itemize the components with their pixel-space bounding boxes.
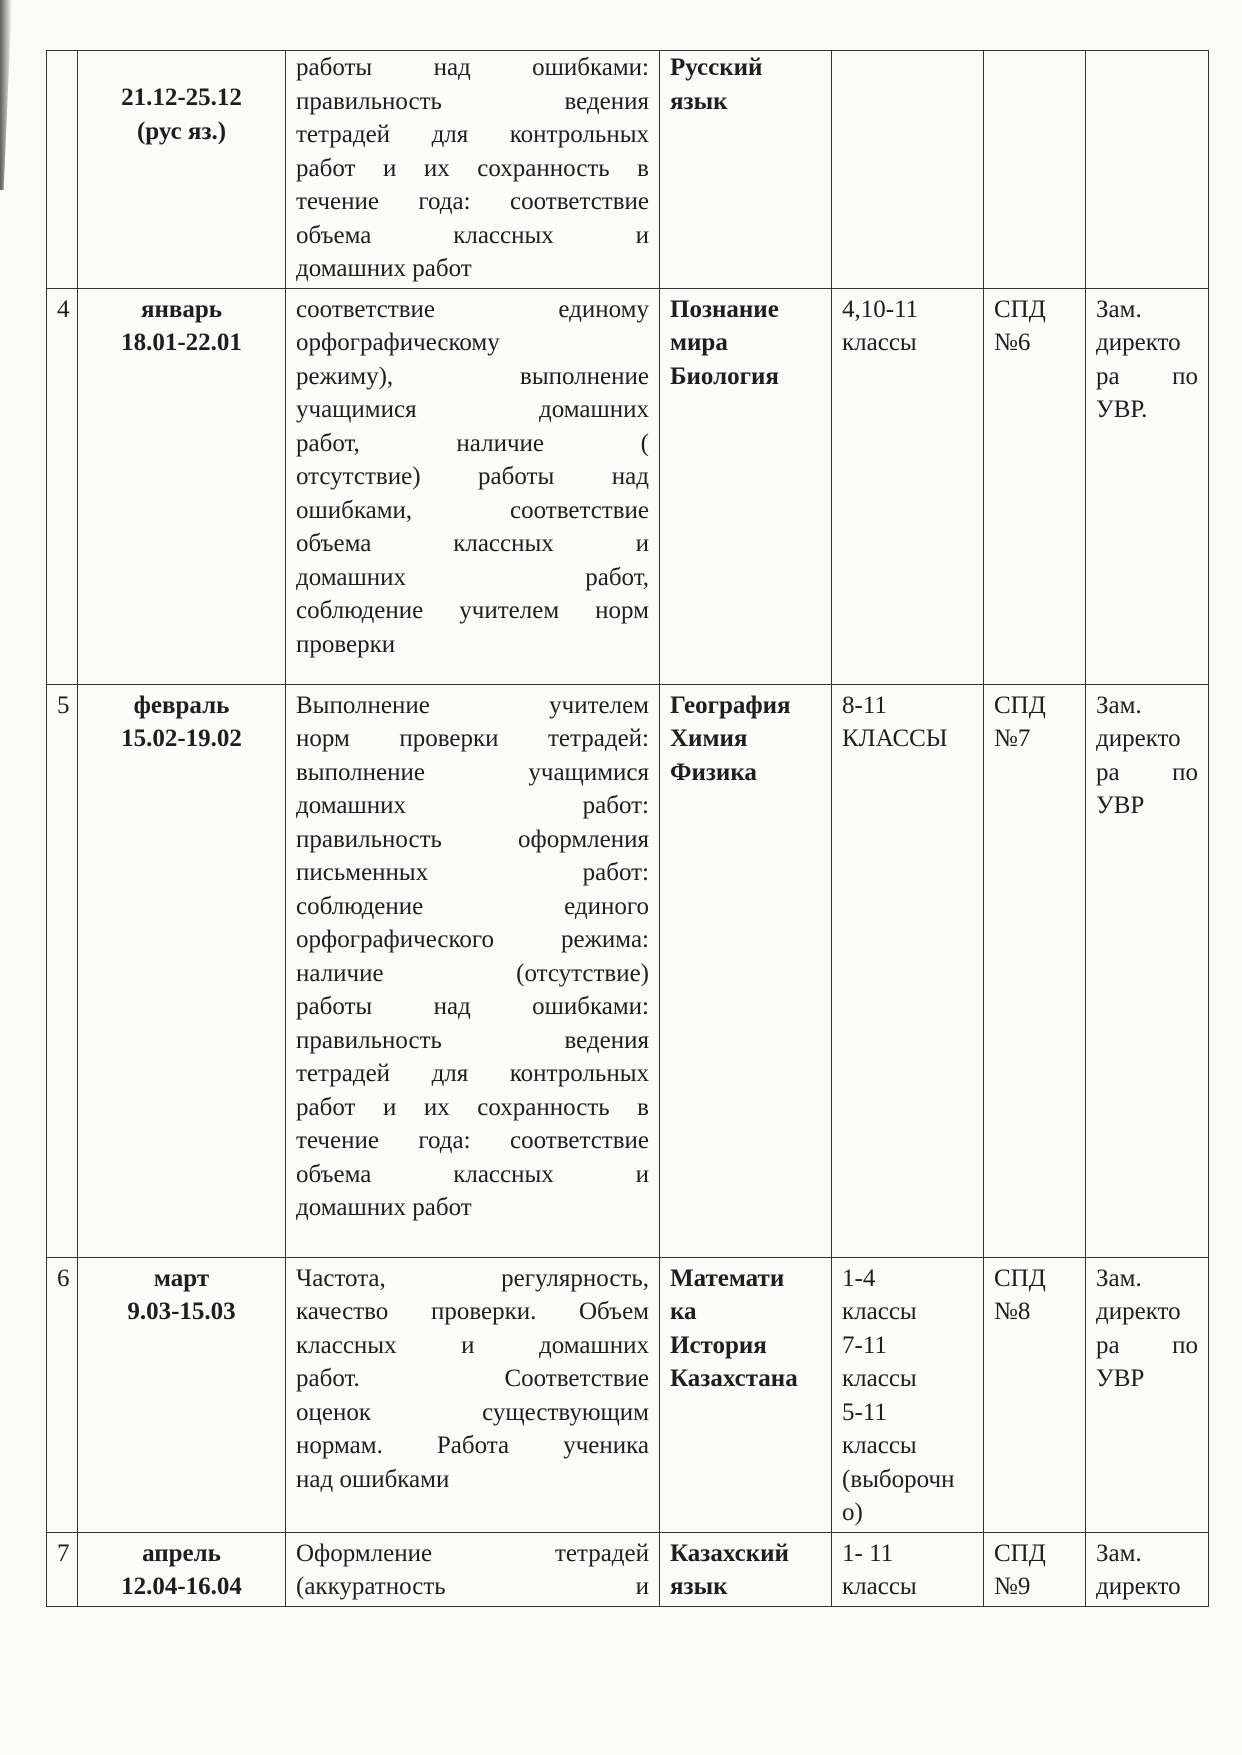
row-subject: Математи ка История Казахстана	[660, 1257, 832, 1532]
row-number: 4	[47, 288, 78, 684]
row-number: 6	[47, 1257, 78, 1532]
row-date: февраль 15.02-19.02	[78, 684, 286, 1257]
row-description: работы над ошибками: правильность ведения тетрадей для контрольных работ и их сохранность в течение года: соответствие объема классных и домашних работ	[286, 51, 660, 289]
row-responsible: Зам. директо ра по УВР	[1086, 684, 1209, 1257]
table-row	[47, 684, 1209, 1257]
row-subject: Познание мира Биология	[660, 288, 832, 684]
table-row	[47, 1257, 1209, 1532]
row-classes	[832, 51, 984, 289]
row-spd	[984, 51, 1086, 289]
row-classes: 1- 11 классы	[832, 1532, 984, 1606]
row-classes: 1-4 классы 7-11 классы 5-11 классы (выборочн о)	[832, 1257, 984, 1532]
row-date: апрель 12.04-16.04	[78, 1532, 286, 1606]
row-description: Оформление тетрадей (аккуратность и	[286, 1532, 660, 1606]
table-row	[47, 51, 1209, 289]
row-date: март 9.03-15.03	[78, 1257, 286, 1532]
row-classes: 4,10-11 классы	[832, 288, 984, 684]
row-responsible	[1086, 51, 1209, 289]
row-spd: СПД №8	[984, 1257, 1086, 1532]
table-row	[47, 288, 1209, 684]
row-responsible: Зам. директо ра по УВР	[1086, 1257, 1209, 1532]
table-row	[47, 1532, 1209, 1606]
row-responsible: Зам. директо ра по УВР.	[1086, 288, 1209, 684]
row-date: 21.12-25.12 (рус яз.)	[78, 51, 286, 289]
scan-edge-shadow	[0, 0, 12, 190]
inspection-plan-table	[46, 50, 1209, 1607]
row-classes: 8-11 КЛАССЫ	[832, 684, 984, 1257]
row-date: январь 18.01-22.01	[78, 288, 286, 684]
row-description: соответствие единому орфографическому режиму), выполнение учащимися домашних работ, наличие ( отсутствие) работы над ошибками, соответствие объема классных и домашних работ, соблюдение учителем норм проверки	[286, 288, 660, 684]
row-number	[47, 51, 78, 289]
row-description: Частота, регулярность, качество проверки. Объем классных и домашних работ. Соответствие оценок существующим нормам. Работа ученика над ошибками	[286, 1257, 660, 1532]
row-description: Выполнение учителем норм проверки тетрадей: выполнение учащимися домашних работ: правильность оформления письменных работ: соблюдение единого орфографического режима: наличие (отсутствие) работы над ошибками: правильность ведения тетрадей для контрольных работ и их сохранность в течение года: соответствие объема классных и домашних работ	[286, 684, 660, 1257]
row-responsible: Зам. директо	[1086, 1532, 1209, 1606]
row-number: 7	[47, 1532, 78, 1606]
row-spd: СПД №6	[984, 288, 1086, 684]
table-body	[47, 51, 1209, 1607]
row-subject: География Химия Физика	[660, 684, 832, 1257]
row-spd: СПД №9	[984, 1532, 1086, 1606]
row-number: 5	[47, 684, 78, 1257]
row-spd: СПД №7	[984, 684, 1086, 1257]
row-subject: Казахский язык	[660, 1532, 832, 1606]
row-subject: Русский язык	[660, 51, 832, 289]
